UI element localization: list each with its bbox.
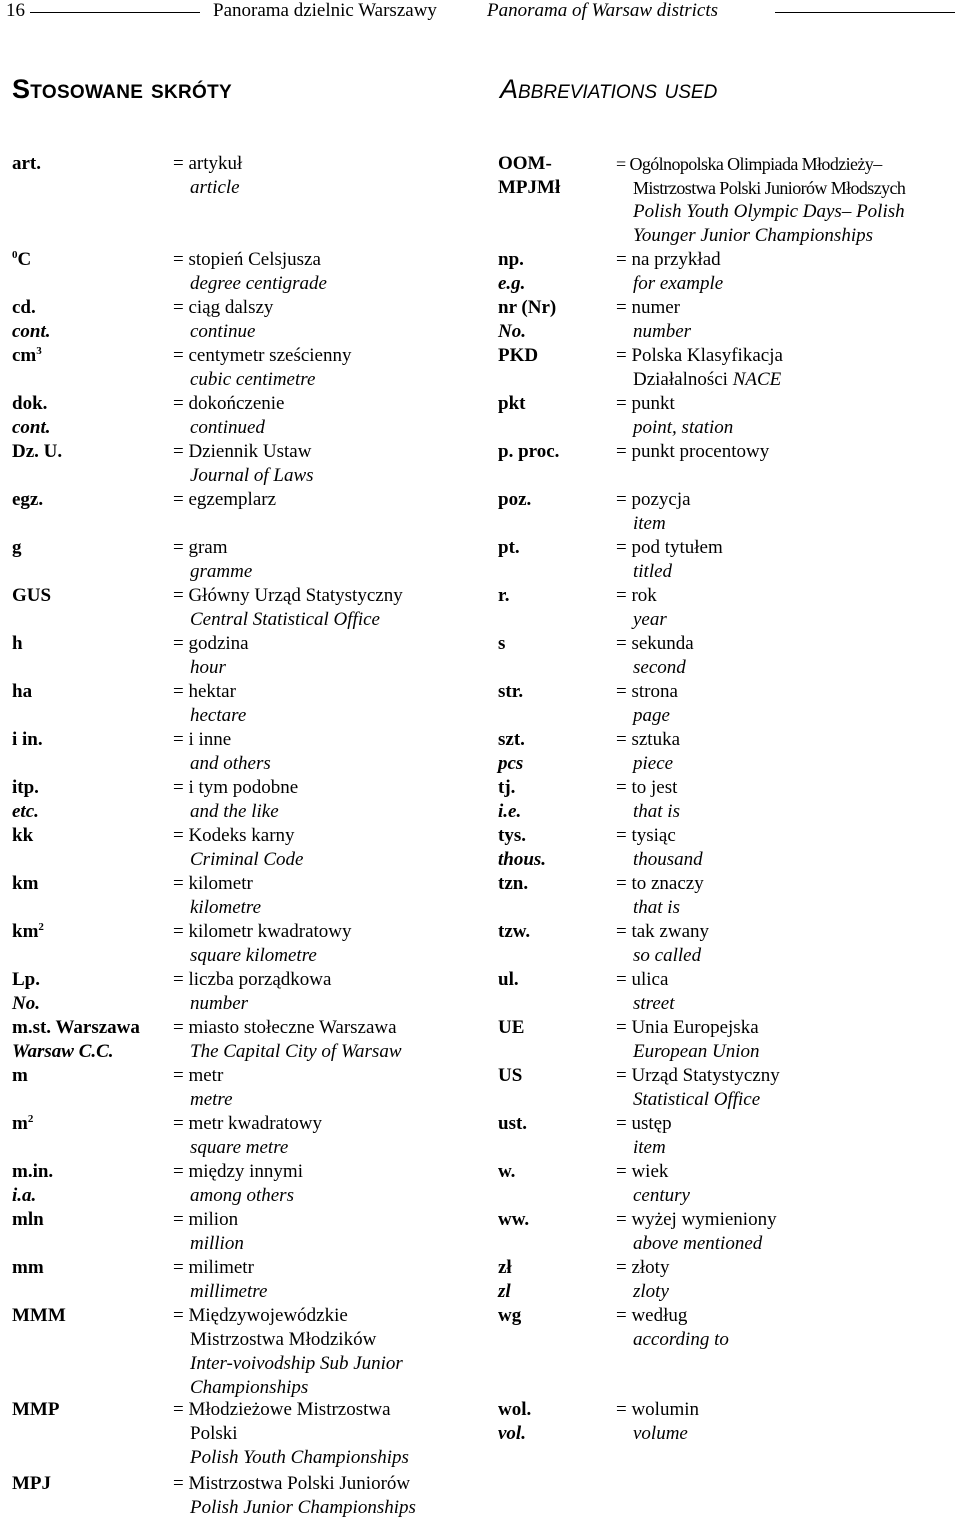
definition-polish: = ustęp [616,1113,672,1134]
definition-polish: = Mistrzostwa Polski Juniorów [173,1473,411,1494]
abbreviation [12,152,41,176]
definition [173,728,271,776]
abbreviation [498,1256,512,1280]
definition-polish: = rok [616,585,657,606]
abbreviation [498,440,559,464]
abbreviation-english: i.a. [12,1185,37,1206]
abbreviation [498,248,524,272]
definition [616,632,694,680]
definition-polish: = stopień Celsjusza [173,249,321,270]
definition-english: page [633,705,670,726]
definition-english: Polish Youth Championships [190,1447,409,1468]
definition [616,152,905,248]
definition-english: The Capital City of Warsaw [190,1041,402,1062]
definition [616,776,680,824]
abbreviation-text: m.in. [12,1161,54,1182]
definition-english-inline: NACE [732,369,782,390]
definition-polish: = artykuł [173,153,243,174]
abbreviation-text: Lp. [12,969,40,990]
abbreviation [12,920,44,944]
abbreviation [12,1256,44,1280]
definition-polish: = punkt [616,393,675,414]
definition [616,392,733,440]
abbreviation-text: szt. [498,729,525,750]
definition-polish: = strona [616,681,678,702]
definition [616,440,769,464]
definition-polish: = punkt procentowy [616,441,770,462]
abbreviation-text: i in. [12,729,43,750]
definition [173,344,351,392]
definition [173,920,352,968]
definition-english: that is [633,801,680,822]
definition-polish: = Urząd Statystyczny [616,1065,780,1086]
page-number: 16 [6,0,25,21]
definition [616,1304,729,1352]
running-header [0,0,960,26]
abbreviation-text: wg [498,1305,522,1326]
definition-english: for example [633,273,724,294]
definition-polish: = według [616,1305,688,1326]
definition [616,1256,669,1304]
definition-english: metre [190,1089,233,1110]
definition-english: that is [633,897,680,918]
definition [173,1160,303,1208]
abbreviation-english: i.e. [498,801,522,822]
definition-polish: = wolumin [616,1399,700,1420]
abbreviation [498,920,530,944]
superscript: 2 [27,1113,34,1125]
definition-english: second [633,657,686,678]
abbreviation [12,440,62,464]
abbreviation-text: itp. [12,777,39,798]
abbreviation [12,1398,59,1422]
definition [173,248,327,296]
definition-english: Central Statistical Office [190,609,380,630]
definition-english: degree centigrade [190,273,327,294]
abbreviation-text: MPJ [12,1473,52,1494]
abbreviation-text: m.st. Warszawa [12,1017,140,1038]
abbreviation-text: GUS [12,585,52,606]
definition-polish: = i inne [173,729,232,750]
definition-polish: = Główny Urząd Statystyczny [173,585,403,606]
definition-polish: = hektar [173,681,236,702]
definition-polish: = numer [616,297,681,318]
definition-english: and others [190,753,271,774]
definition-english: century [633,1185,690,1206]
abbreviation [12,392,47,416]
definition-polish-line2 [616,176,905,200]
abbreviation [12,1016,140,1040]
definition [173,152,242,200]
definition-english: among others [190,1185,294,1206]
abbreviation [12,1472,51,1496]
abbreviation-text: Dz. U. [12,441,63,462]
abbreviation-text: PKD [498,345,539,366]
definition [173,1208,244,1256]
abbreviation [12,632,23,656]
definition-polish: = kilometr [173,873,253,894]
definition-english: so called [633,945,702,966]
abbreviation-line2: MPJMł [498,177,561,198]
definition [616,824,703,872]
definition [173,968,331,1016]
abbreviation-text: np. [498,249,524,270]
abbreviation [498,1016,524,1040]
abbreviation-text: wol. [498,1399,532,1420]
abbreviation-text: cm [12,345,37,366]
definition-polish: = ciąg dalszy [173,297,274,318]
abbreviation [498,488,531,512]
definition-english: titled [633,561,673,582]
abbreviation-text: tzn. [498,873,529,894]
abbreviation [12,584,51,608]
definition-english: hour [190,657,226,678]
definition [616,1398,699,1446]
definition [616,1208,777,1256]
abbreviation-text: tj. [498,777,516,798]
definition [173,680,246,728]
abbreviation-english: thous. [498,849,547,870]
header-title-pl: Panorama dzielnic Warszawy [213,0,437,21]
definition [173,1112,322,1160]
definition [616,248,723,296]
abbreviation [498,344,538,368]
abbreviation-text: km [12,873,39,894]
abbreviation [498,584,509,608]
definition [616,536,723,584]
abbreviation-english: No. [12,993,40,1014]
definition-polish: = tysiąc [616,825,676,846]
definition [616,1112,672,1160]
definition-polish: = liczba porządkowa [173,969,332,990]
abbreviation-text: ul. [498,969,519,990]
abbreviation-text: C [17,249,32,270]
definition-polish: = milimetr [173,1257,254,1278]
abbreviation [12,968,40,992]
definition-polish: = między innymi [173,1161,303,1182]
abbreviation-text: OOM- [498,153,552,174]
abbreviation [12,776,39,800]
abbreviation [12,1304,66,1328]
definition-english: Journal of Laws [190,465,314,486]
definition-polish: = miasto stołeczne Warszawa [173,1017,397,1038]
abbreviation [12,344,42,368]
definition [616,1016,759,1064]
abbreviation-english: No. [498,321,526,342]
definition-text: Polski [190,1423,238,1444]
definition-polish: = metr [173,1065,224,1086]
abbreviation-text: MMP [12,1399,60,1420]
abbreviation-text: egz. [12,489,44,510]
abbreviation [498,728,525,752]
definition-polish-line2 [616,368,783,392]
superscript: 0 [12,249,18,261]
definition [173,1064,233,1112]
definition-polish: = Unia Europejska [616,1017,759,1038]
abbreviation-text: str. [498,681,524,702]
definition-english: number [190,993,249,1014]
definition [173,488,276,512]
definition-english: square metre [190,1137,289,1158]
abbreviation-text: m [12,1113,28,1134]
abbreviation [498,1208,529,1232]
definition-english: volume [633,1423,688,1444]
abbreviation [498,776,515,800]
abbreviation-text: poz. [498,489,532,510]
definition-english: above mentioned [633,1233,763,1254]
abbreviation [498,536,520,560]
definition [173,872,261,920]
abbreviation [12,488,43,512]
abbreviation [498,824,526,848]
definition-polish: = wyżej wymieniony [616,1209,777,1230]
abbreviation-text: dok. [12,393,48,414]
definition-polish: = i tym podobne [173,777,299,798]
definition-polish: = ulica [616,969,669,990]
definition [616,296,691,344]
definition-english: item [633,513,666,534]
definition-english-line2: Championships [190,1377,309,1398]
definition-polish: = pod tytułem [616,537,723,558]
abbreviation-english: pcs [498,753,524,774]
definition [616,584,667,632]
definition-polish: = to znaczy [616,873,704,894]
definition [616,728,680,776]
abbreviation-text: US [498,1065,523,1086]
abbreviation-text: ww. [498,1209,530,1230]
abbreviation [498,632,505,656]
abbreviation [498,152,552,176]
definition-polish: = sztuka [616,729,681,750]
definition-english: and the like [190,801,279,822]
definition-polish: = kilometr kwadratowy [173,921,352,942]
definition [173,632,249,680]
definition [173,440,314,488]
abbreviation-text: UE [498,1017,525,1038]
definition-polish: = to jest [616,777,678,798]
abbreviation [498,872,528,896]
definition [616,680,678,728]
abbreviation-english: Warsaw C.C. [12,1041,114,1062]
definition-polish: = centymetr sześcienny [173,345,352,366]
abbreviation-text: mln [12,1209,44,1230]
definition [616,920,709,968]
abbreviation-text: km [12,921,39,942]
abbreviation [12,1064,28,1088]
abbreviation-text: mm [12,1257,44,1278]
definition-english: item [633,1137,666,1158]
abbreviation-text: zł [498,1257,512,1278]
definition-text: Działalności [633,369,728,390]
definition [173,296,273,344]
abbreviation-english: cont. [12,417,51,438]
header-rule [30,12,200,13]
abbreviation-text: ha [12,681,33,702]
definition-polish: = godzina [173,633,249,654]
abbreviation-text: art. [12,153,42,174]
abbreviation [12,296,36,320]
abbreviation-text: MMM [12,1305,66,1326]
abbreviation [12,248,31,272]
definition-polish: = Kodeks karny [173,825,295,846]
definition-english: Polish Junior Championships [190,1497,416,1518]
abbreviation-text: g [12,537,22,558]
definition-english: continue [190,321,256,342]
definition-english: piece [633,753,674,774]
abbreviation-text: pt. [498,537,520,558]
definition-english: according to [633,1329,729,1350]
abbreviation-text: ust. [498,1113,528,1134]
abbreviation-text: r. [498,585,510,606]
abbreviation [498,1112,527,1136]
abbreviation [498,1160,515,1184]
definition-polish-line2 [173,1422,409,1446]
definition [173,1016,402,1064]
definition-english: year [633,609,667,630]
definition-polish: = na przykład [616,249,721,270]
definition [616,1064,780,1112]
abbreviation-text: h [12,633,23,654]
definition-polish: = gram [173,537,228,558]
header-title-en: Panorama of Warsaw districts [487,0,719,21]
definition [173,584,403,632]
section-title-pl: Stosowane skróty [12,74,232,104]
definition-english: street [633,993,675,1014]
definition-english: article [190,177,240,198]
definition-english: million [190,1233,244,1254]
abbreviation-english: etc. [12,801,39,822]
abbreviation [498,296,556,320]
definition-polish: = Ogólnopolska Olimpiada Młodzieży– [616,154,882,174]
definition-english: square kilometre [190,945,317,966]
abbreviation [498,1304,521,1328]
abbreviation [498,1398,531,1422]
abbreviation-english: cont. [12,321,51,342]
definition-english: Polish Youth Olympic Days– Polish [633,201,905,222]
abbreviation [12,536,22,560]
definition-english: thousand [633,849,703,870]
abbreviation-english: vol. [498,1423,526,1444]
definition [173,1398,409,1470]
abbreviation [12,680,32,704]
abbreviation-english: e.g. [498,273,526,294]
definition [616,968,675,1016]
definition-english: kilometre [190,897,262,918]
definition-english: continued [190,417,265,438]
abbreviation-english: zl [498,1281,511,1302]
definition-english: millimetre [190,1281,268,1302]
abbreviation-text: cd. [12,297,36,318]
superscript: 3 [36,345,42,357]
definition-polish: = wiek [616,1161,669,1182]
definition-english: European Union [633,1041,760,1062]
abbreviation-text: nr (Nr) [498,297,557,318]
abbreviation [498,680,523,704]
definition-polish: = Międzywojewódzkie [173,1305,348,1326]
definition-polish-line2 [173,1328,403,1352]
abbreviation-text: pkt [498,393,526,414]
definition-english: cubic centimetre [190,369,316,390]
definition-english: number [633,321,692,342]
section-title-en: Abbreviations used [500,74,718,104]
definition-polish: = złoty [616,1257,670,1278]
abbreviation-text: tys. [498,825,526,846]
definition [173,824,303,872]
abbreviation [12,1208,44,1232]
definition [173,1304,403,1400]
definition [173,536,252,584]
definition [616,344,783,392]
definition [173,776,298,824]
definition [616,1160,690,1208]
definition-english-line2: Younger Junior Championships [633,225,873,246]
abbreviation [498,1064,522,1088]
definition-polish: = egzemplarz [173,489,277,510]
definition-text: Mistrzostwa Polski Juniorów Młodszych [633,178,906,198]
abbreviation [12,1160,53,1184]
definition-polish: = pozycja [616,489,691,510]
abbreviation-text: w. [498,1161,516,1182]
definition-polish: = metr kwadratowy [173,1113,322,1134]
definition-polish: = tak zwany [616,921,710,942]
definition [173,1472,416,1520]
definition-polish: = Polska Klasyfikacja [616,345,783,366]
definition [616,872,704,920]
definition-english: gramme [190,561,253,582]
definition-polish: = Dziennik Ustaw [173,441,312,462]
definition [173,1256,267,1304]
abbreviation [12,824,33,848]
definition-polish: = sekunda [616,633,694,654]
abbreviation [498,392,525,416]
abbreviation [498,968,519,992]
abbreviation [12,728,43,752]
definition-english: Inter-voivodship Sub Junior [190,1353,403,1374]
definition-polish: = milion [173,1209,239,1230]
abbreviation [12,872,38,896]
header-rule [775,12,955,13]
abbreviation-text: s [498,633,506,654]
abbreviation-text: p. proc. [498,441,560,462]
definition-text: Mistrzostwa Młodzików [190,1329,377,1350]
definition-english: zloty [633,1281,669,1302]
definition-polish: = Młodzieżowe Mistrzostwa [173,1399,391,1420]
definition [616,488,691,536]
abbreviation [12,1112,33,1136]
abbreviation-text: kk [12,825,34,846]
definition-english: point, station [633,417,734,438]
definition-english: Criminal Code [190,849,304,870]
superscript: 2 [38,921,44,933]
definition-english: hectare [190,705,247,726]
definition-polish: = dokończenie [173,393,285,414]
abbreviation-text: m [12,1065,28,1086]
definition-english: Statistical Office [633,1089,761,1110]
abbreviation-text: tzw. [498,921,531,942]
definition [173,392,284,440]
